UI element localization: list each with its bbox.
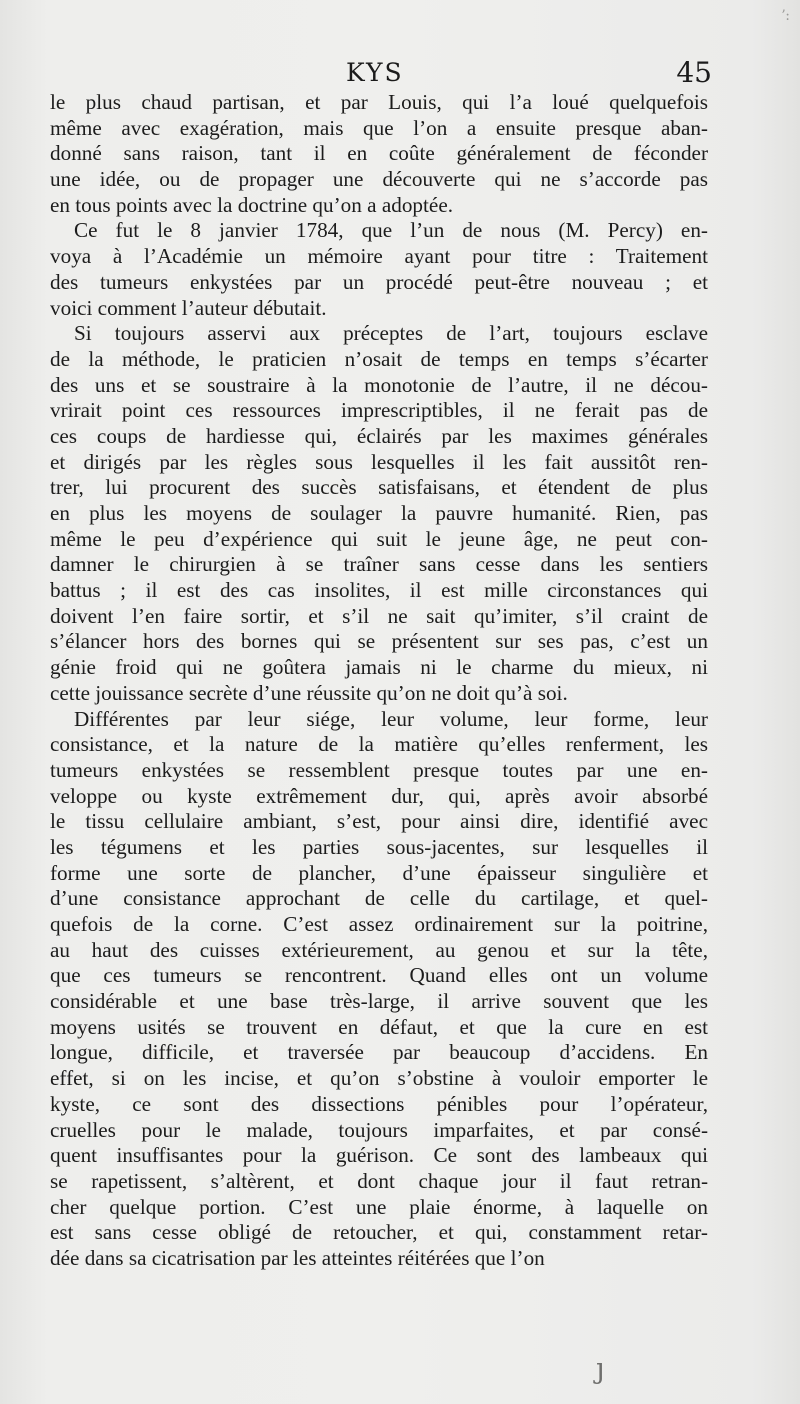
body-text (50, 90, 708, 1272)
text-line: veloppe ou kyste extrêmement dur, qui, après avoir absorbé (50, 783, 708, 808)
text-line: kyste, ce sont des dissections pénibles pour l’opérateur, (50, 1091, 708, 1116)
text-line: même le peu d’expérience qui suit le jeune âge, ne peut con- (50, 526, 708, 551)
text-line: le tissu cellulaire ambiant, s’est, pour ainsi dire, identifié avec (50, 809, 708, 834)
text-line: dée dans sa cicatrisation par les atteintes réitérées que l’on (50, 1245, 545, 1270)
text-line: damner le chirurgien à se traîner sans cesse dans les sentiers (50, 552, 708, 577)
text-line: quefois de la corne. C’est assez ordinairement sur la poitrine, (50, 912, 708, 936)
page-header (50, 58, 710, 92)
text-line: cruelles pour le malade, toujours imparfaites, et par consé- (50, 1117, 708, 1142)
text-line: le plus chaud partisan, et par Louis, qui l’a loué quelquefois (50, 90, 708, 114)
paragraph (50, 218, 708, 321)
text-line: trer, lui procurent des succès satisfaisans, et étendent de plus (50, 475, 708, 500)
text-line: longue, difficile, et traversée par beaucoup d’accidens. En (50, 1040, 708, 1065)
paragraph (50, 90, 708, 218)
paragraph (50, 707, 708, 1272)
text-line: cette jouissance secrète d’une réussite qu’on ne doit qu’à soi. (50, 680, 568, 705)
text-line: cher quelque portion. C’est une plaie énorme, à laquelle on (50, 1194, 708, 1219)
text-line: battus ; il est des cas insolites, il est mille circonstances qui (50, 578, 708, 603)
text-line: consistance, et la nature de la matière qu’elles renferment, les (50, 732, 708, 757)
text-line: tumeurs enkystées se ressemblent presque toutes par une en- (50, 757, 708, 782)
text-line: que ces tumeurs se rencontrent. Quand elles ont un volume (50, 963, 708, 988)
corner-smudge: ʼ: (780, 8, 790, 24)
text-line: même avec exagération, mais que l’on a ensuite presque aban- (50, 115, 708, 140)
text-line: Si toujours asservi aux préceptes de l’art, toujours esclave (74, 321, 708, 346)
text-line: considérable et une base très-large, il arrive souvent que les (50, 989, 708, 1014)
paragraph (50, 321, 708, 706)
text-line: et dirigés par les règles sous lesquelles il les fait aussitôt ren- (50, 449, 708, 474)
text-line: est sans cesse obligé de retoucher, et qui, constamment retar- (50, 1220, 708, 1245)
text-line: voici comment l’auteur débutait. (50, 295, 327, 320)
text-line: en plus les moyens de soulager la pauvre humanité. Rien, pas (50, 501, 708, 525)
text-line: des tumeurs enkystées par un procédé peut-être nouveau ; et (50, 269, 708, 294)
text-line: Ce fut le 8 janvier 1784, que l’un de nous (M. Percy) en- (74, 218, 708, 243)
text-line: voya à l’Académie un mémoire ayant pour titre : Traitement (50, 244, 708, 269)
text-line: quent insuffisantes pour la guérison. Ce sont des lambeaux qui (50, 1143, 708, 1168)
text-line: au haut des cuisses extérieurement, au genou et sur la tête, (50, 937, 708, 962)
text-line: donné sans raison, tant il en coûte généralement de féconder (50, 141, 708, 166)
text-line: forme une sorte de plancher, d’une épaisseur singulière et (50, 860, 708, 885)
text-line: en tous points avec la doctrine qu’on a adoptée. (50, 192, 454, 217)
running-head: KYS (346, 58, 404, 87)
text-line: moyens usités se trouvent en défaut, et que la cure en est (50, 1014, 708, 1039)
text-line: s’élancer hors des bornes qui se présentent sur ses pas, c’est un (50, 629, 708, 654)
text-line: doivent l’en faire sortir, et s’il ne sait qu’imiter, s’il craint de (50, 603, 708, 628)
text-line: se rapetissent, s’altèrent, et dont chaque jour il faut retran- (50, 1168, 708, 1193)
ink-blot: ȷ (596, 1352, 605, 1385)
text-line: vrirait point ces ressources imprescriptibles, il ne ferait pas de (50, 398, 708, 423)
text-line: une idée, ou de propager une découverte qui ne s’accorde pas (50, 167, 708, 192)
text-line: d’une consistance approchant de celle du cartilage, et quel- (50, 886, 708, 911)
text-line: effet, si on les incise, et qu’on s’obstine à vouloir emporter le (50, 1066, 708, 1091)
page-number: 45 (676, 56, 712, 89)
text-line: ces coups de hardiesse qui, éclairés par les maximes générales (50, 423, 708, 448)
text-line: les tégumens et les parties sous-jacentes, sur lesquelles il (50, 834, 708, 859)
text-line: de la méthode, le praticien n’osait de temps en temps s’écarter (50, 346, 708, 371)
text-line: Différentes par leur siége, leur volume, leur forme, leur (74, 706, 708, 731)
text-line: génie froid qui ne goûtera jamais ni le charme du mieux, ni (50, 655, 708, 680)
text-line: des uns et se soustraire à la monotonie de l’autre, il ne décou- (50, 372, 708, 397)
